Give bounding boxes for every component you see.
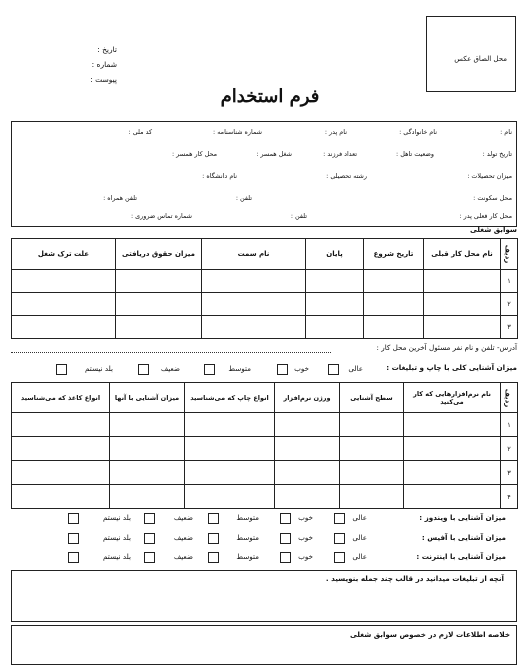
mobile-field[interactable]: تلفن همراه :	[103, 194, 137, 202]
row-number: ۲	[501, 437, 518, 461]
print-weak-checkbox[interactable]	[138, 364, 149, 375]
table-cell[interactable]	[202, 316, 306, 339]
table-cell[interactable]	[306, 293, 364, 316]
windows-skill-label: میزان آشنایی با ویندوز :	[419, 513, 506, 522]
internet-good-checkbox[interactable]	[280, 552, 291, 563]
table-row	[12, 293, 518, 316]
table-cell[interactable]	[275, 437, 340, 461]
work-col-position: نام سمت	[202, 239, 306, 270]
print-average-checkbox[interactable]	[204, 364, 215, 375]
row-number: ۳	[501, 461, 518, 485]
residence-field[interactable]: محل سکونت :	[473, 194, 512, 202]
work-col-salary: میزان حقوق دریافتی	[116, 239, 202, 270]
sw-col-print-types: انواع چاپ که می‌شناسید	[185, 383, 275, 413]
option-label: عالی	[352, 552, 367, 561]
table-cell[interactable]	[110, 413, 185, 437]
option-label: بلد نیستم	[103, 533, 131, 542]
work-col-end-date: پایان	[306, 239, 364, 270]
option-label: متوسط	[236, 513, 259, 522]
table-cell[interactable]	[12, 293, 116, 316]
personal-info-box	[11, 121, 517, 227]
table-cell[interactable]	[12, 413, 110, 437]
option-label: بلد نیستم	[103, 552, 131, 561]
table-cell[interactable]	[185, 437, 275, 461]
option-label: خوب	[294, 364, 309, 373]
table-cell[interactable]	[110, 461, 185, 485]
office-good-checkbox[interactable]	[280, 533, 291, 544]
table-row	[12, 270, 518, 293]
sw-col-row-number: ردیف	[501, 383, 518, 413]
option-label: بلد نیستم	[85, 364, 113, 373]
print-good-checkbox[interactable]	[277, 364, 288, 375]
id-number-field[interactable]: شماره شناسنامه :	[213, 128, 262, 136]
windows-none-checkbox[interactable]	[68, 513, 79, 524]
table-row	[12, 413, 518, 437]
table-cell[interactable]	[185, 485, 275, 509]
table-row	[12, 437, 518, 461]
national-code-field[interactable]: کد ملی :	[128, 128, 152, 136]
sw-col-paper-types: انواع کاغذ که می‌شناسید	[12, 383, 110, 413]
form-meta	[77, 42, 117, 87]
option-label: خوب	[298, 533, 313, 542]
marital-field[interactable]: وضعیت تاهل :	[396, 150, 434, 158]
windows-excellent-checkbox[interactable]	[334, 513, 345, 524]
address-label: آدرس- تلفن و نام نفر مسئول آخرین محل کار :	[376, 343, 517, 352]
info-row-4	[16, 194, 512, 206]
internet-average-checkbox[interactable]	[208, 552, 219, 563]
table-cell[interactable]	[185, 461, 275, 485]
photo-label: محل الصاق عکس	[454, 55, 507, 63]
info-row-1	[16, 128, 512, 140]
table-cell[interactable]	[364, 316, 424, 339]
table-cell[interactable]	[404, 461, 501, 485]
table-cell[interactable]	[116, 316, 202, 339]
print-none-checkbox[interactable]	[56, 364, 67, 375]
option-label: بلد نیستم	[103, 513, 131, 522]
table-cell[interactable]	[306, 316, 364, 339]
emergency-field[interactable]: شماره تماس ضروری :	[130, 212, 192, 220]
internet-skill-options	[34, 552, 369, 566]
work-history-header-row	[12, 239, 518, 270]
table-cell[interactable]	[364, 293, 424, 316]
field-of-study-field[interactable]: رشته تحصیلی :	[326, 172, 367, 180]
row-number: ۱	[501, 270, 518, 293]
phone-field[interactable]: تلفن :	[235, 194, 252, 202]
table-cell[interactable]	[340, 437, 404, 461]
windows-average-checkbox[interactable]	[208, 513, 219, 524]
table-cell[interactable]	[110, 485, 185, 509]
form-title: فرم استخدام	[220, 86, 320, 107]
table-row	[12, 316, 518, 339]
summary-text-box[interactable]	[11, 625, 517, 665]
internet-skill-label: میزان آشنایی با اینترنت :	[416, 552, 506, 561]
table-cell[interactable]	[110, 437, 185, 461]
number-label: شماره :	[91, 60, 117, 69]
table-cell[interactable]	[340, 461, 404, 485]
sw-col-software-names: نام نرم‌افزارهایی که کار می‌کنید	[404, 383, 501, 413]
windows-good-checkbox[interactable]	[280, 513, 291, 524]
table-cell[interactable]	[340, 413, 404, 437]
option-label: عالی	[348, 364, 363, 373]
birth-date-field[interactable]: تاریخ تولد :	[482, 150, 512, 158]
option-label: ضعیف	[160, 364, 180, 373]
table-cell[interactable]	[12, 461, 110, 485]
address-dotted-line[interactable]	[11, 352, 331, 353]
father-phone-field[interactable]: تلفن :	[290, 212, 307, 220]
internet-weak-checkbox[interactable]	[144, 552, 155, 563]
table-cell[interactable]	[275, 413, 340, 437]
ads-text-label: آنچه از تبلیغات میدانید در قالب چند جمله بنویسید .	[325, 574, 504, 583]
attachment-label: پیوست :	[90, 75, 117, 84]
option-label: ضعیف	[173, 513, 193, 522]
table-row	[12, 461, 518, 485]
software-header-row	[12, 383, 518, 413]
office-weak-checkbox[interactable]	[144, 533, 155, 544]
option-label: متوسط	[236, 552, 259, 561]
table-cell[interactable]	[116, 270, 202, 293]
option-label: متوسط	[228, 364, 251, 373]
table-cell[interactable]	[404, 485, 501, 509]
table-cell[interactable]	[404, 437, 501, 461]
family-field[interactable]: نام خانوادگی :	[399, 128, 437, 136]
table-cell[interactable]	[340, 485, 404, 509]
office-skill-label: میزان آشنایی با آفیس :	[421, 533, 506, 542]
work-history-table	[11, 238, 518, 339]
office-none-checkbox[interactable]	[68, 533, 79, 544]
option-label: متوسط	[236, 533, 259, 542]
table-cell[interactable]	[202, 270, 306, 293]
table-cell[interactable]	[404, 413, 501, 437]
table-row	[12, 485, 518, 509]
work-col-row-number: ردیف	[501, 239, 518, 270]
work-col-previous-workplace: نام محل کار قبلی	[424, 239, 501, 270]
table-cell[interactable]	[12, 270, 116, 293]
sw-col-version: ورژن نرم‌افزار	[275, 383, 340, 413]
work-history-title: سوابق شغلی	[469, 225, 517, 234]
sw-col-level: سطح آشنایی	[340, 383, 404, 413]
photo-box	[426, 16, 516, 92]
father-work-field[interactable]: محل کار فعلی پدر :	[459, 212, 512, 220]
date-label: تاریخ :	[97, 45, 117, 54]
table-cell[interactable]	[424, 293, 501, 316]
university-field[interactable]: نام دانشگاه :	[202, 172, 237, 180]
row-number: ۲	[501, 293, 518, 316]
table-cell[interactable]	[306, 270, 364, 293]
software-table	[11, 382, 518, 509]
office-skill-options	[34, 533, 369, 547]
table-cell[interactable]	[12, 316, 116, 339]
sw-col-print-level: میزان آشنایی با آنها	[110, 383, 185, 413]
ads-text-box[interactable]	[11, 570, 517, 622]
table-cell[interactable]	[116, 293, 202, 316]
internet-excellent-checkbox[interactable]	[334, 552, 345, 563]
windows-weak-checkbox[interactable]	[144, 513, 155, 524]
table-cell[interactable]	[424, 316, 501, 339]
office-average-checkbox[interactable]	[208, 533, 219, 544]
info-row-5	[16, 212, 512, 224]
table-cell[interactable]	[12, 437, 110, 461]
table-cell[interactable]	[202, 293, 306, 316]
name-field[interactable]: نام :	[500, 128, 512, 136]
option-label: ضعیف	[173, 552, 193, 561]
print-skill-label: میزان آشنایی کلی با چاپ و تبلیغات :	[386, 363, 517, 372]
option-label: خوب	[298, 552, 313, 561]
table-cell[interactable]	[185, 413, 275, 437]
windows-skill-options	[34, 513, 369, 527]
father-field[interactable]: نام پدر :	[324, 128, 347, 136]
spouse-work-field[interactable]: محل کار همسر :	[171, 150, 217, 158]
info-row-3	[16, 172, 512, 184]
table-cell[interactable]	[275, 461, 340, 485]
row-number: ۱	[501, 413, 518, 437]
option-label: عالی	[352, 513, 367, 522]
work-col-start-date: تاریخ شروع	[364, 239, 424, 270]
table-cell[interactable]	[275, 485, 340, 509]
table-cell[interactable]	[424, 270, 501, 293]
option-label: ضعیف	[173, 533, 193, 542]
table-cell[interactable]	[12, 485, 110, 509]
option-label: عالی	[352, 533, 367, 542]
option-label: خوب	[298, 513, 313, 522]
office-excellent-checkbox[interactable]	[334, 533, 345, 544]
internet-none-checkbox[interactable]	[68, 552, 79, 563]
summary-label: خلاصه اطلاعات لازم در خصوص سوابق شغلی	[349, 630, 510, 639]
print-excellent-checkbox[interactable]	[328, 364, 339, 375]
row-number: ۳	[501, 316, 518, 339]
education-field[interactable]: میزان تحصیلات :	[467, 172, 512, 180]
work-col-leave-reason: علت ترک شغل	[12, 239, 116, 270]
print-skill-options	[20, 364, 365, 378]
row-number: ۴	[501, 485, 518, 509]
table-cell[interactable]	[364, 270, 424, 293]
spouse-job-field[interactable]: شغل همسر :	[256, 150, 292, 158]
info-row-2	[16, 150, 512, 162]
children-field[interactable]: تعداد فرزند :	[323, 150, 357, 158]
